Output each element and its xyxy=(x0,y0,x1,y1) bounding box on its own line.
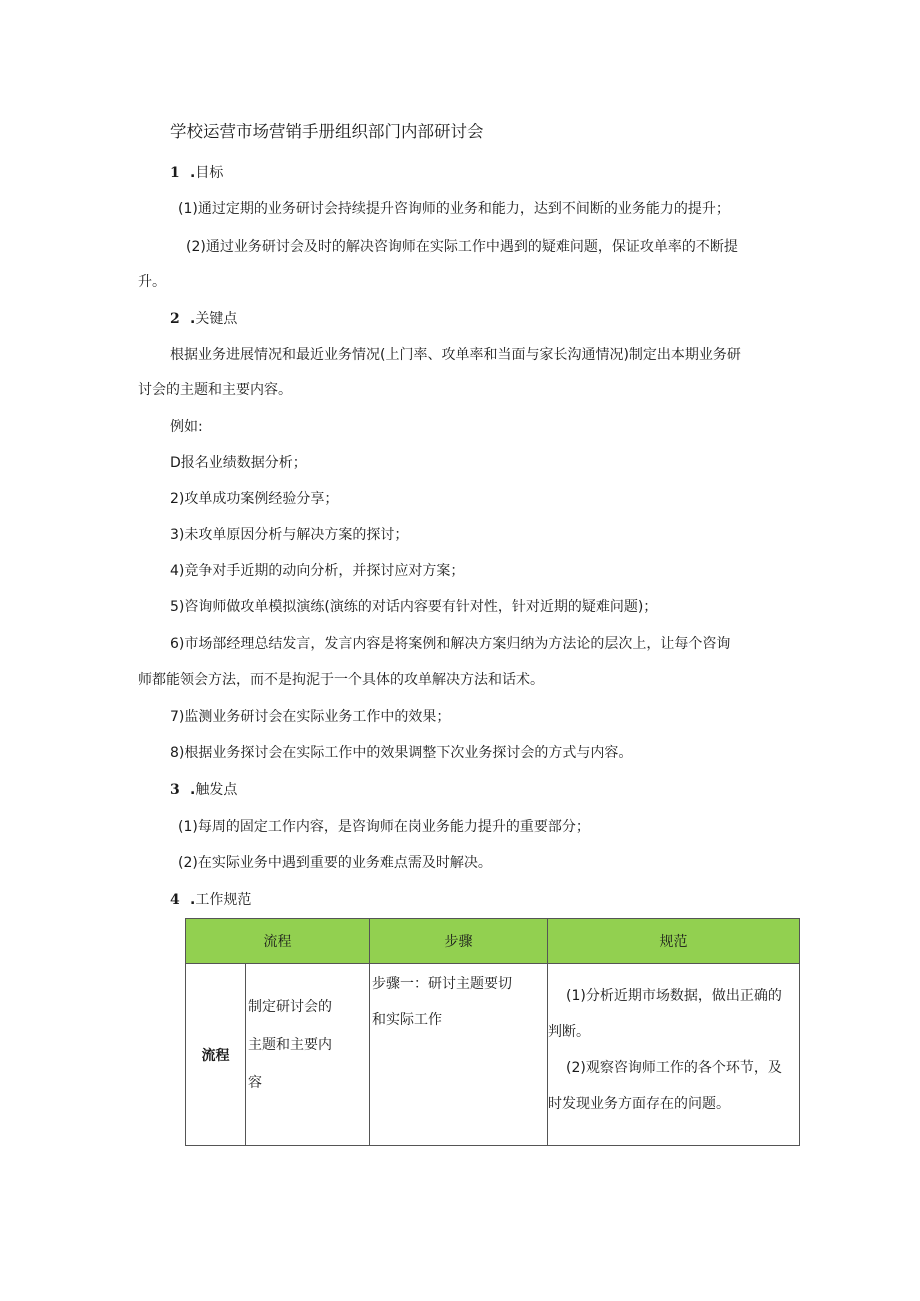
list-item: 2)攻单成功案例经验分享； xyxy=(170,491,339,507)
header-norm: 规范 xyxy=(548,919,800,964)
section-4-heading: 4 .工作规范 xyxy=(170,892,252,908)
section-2-paragraph-line-1: 根据业务进展情况和最近业务情况(上门率、攻单率和当面与家长沟通情况)制定出本期业务研 xyxy=(170,347,741,363)
section-1-paragraph-2-line-2: 升。 xyxy=(138,274,166,290)
section-2-heading: 2 .关键点 xyxy=(170,311,238,327)
section-1-paragraph-1: (1)通过定期的业务研讨会持续提升咨询师的业务和能力，达到不间断的业务能力的提升； xyxy=(178,201,730,217)
list-item: 6)市场部经理总结发言，发言内容是将案例和解决方案归纳为方法论的层次上，让每个咨询 xyxy=(170,636,731,652)
section-1-number: 1 xyxy=(170,165,180,181)
section-3-title: 触发点 xyxy=(195,782,238,798)
table-header-row xyxy=(186,919,800,964)
list-item: 7)监测业务研讨会在实际业务工作中的效果； xyxy=(170,709,451,725)
list-item: 5)咨询师做攻单模拟演练(演练的对话内容要有针对性，针对近期的疑难问题)； xyxy=(170,599,658,615)
section-2-paragraph-line-2: 讨会的主题和主要内容。 xyxy=(138,382,292,398)
section-1-heading: 1 .目标 xyxy=(170,165,224,181)
table-row xyxy=(186,964,800,1146)
section-4-number: 4 xyxy=(170,892,180,908)
section-3-paragraph-1: (1)每周的固定工作内容，是咨询师在岗业务能力提升的重要部分； xyxy=(178,819,590,835)
list-item: 3)未攻单原因分析与解决方案的探讨； xyxy=(170,527,409,543)
section-3-paragraph-2: (2)在实际业务中遇到重要的业务难点需及时解决。 xyxy=(178,855,492,871)
section-1-paragraph-2-line-1: (2)通过业务研讨会及时的解决咨询师在实际工作中遇到的疑难问题，保证攻单率的不断提 xyxy=(186,239,738,255)
list-item: D报名业绩数据分析； xyxy=(170,455,307,471)
list-item-continuation: 师都能领会方法，而不是拘泥于一个具体的攻单解决方法和话术。 xyxy=(138,672,544,688)
section-3-number: 3 xyxy=(170,782,180,798)
section-3-heading: 3 .触发点 xyxy=(170,782,238,798)
section-2-example-label: 例如: xyxy=(170,419,203,435)
document-title: 学校运营市场营销手册组织部门内部研讨会 xyxy=(170,122,484,141)
section-4-title: 工作规范 xyxy=(195,892,252,908)
row-step: 步骤一：研讨主题要切 和实际工作 xyxy=(370,964,548,1146)
list-item: 4)竞争对手近期的动向分析，并探讨应对方案； xyxy=(170,563,465,579)
work-spec-table xyxy=(185,918,800,1146)
section-2-number: 2 xyxy=(170,311,180,327)
section-2-title: 关键点 xyxy=(195,311,238,327)
list-item: 8)根据业务探讨会在实际工作中的效果调整下次业务探讨会的方式与内容。 xyxy=(170,745,633,761)
header-process: 流程 xyxy=(186,919,370,964)
header-step: 步骤 xyxy=(370,919,548,964)
row-norm: (1)分析近期市场数据，做出正确的 判断。 (2)观察咨询师工作的各个环节，及 时发现业务方面存在的问题。 xyxy=(548,964,800,1146)
section-1-title: 目标 xyxy=(195,165,224,181)
row-process-label: 流程 xyxy=(186,964,246,1146)
row-process-content: 制定研讨会的 主题和主要内 容 xyxy=(246,964,370,1146)
